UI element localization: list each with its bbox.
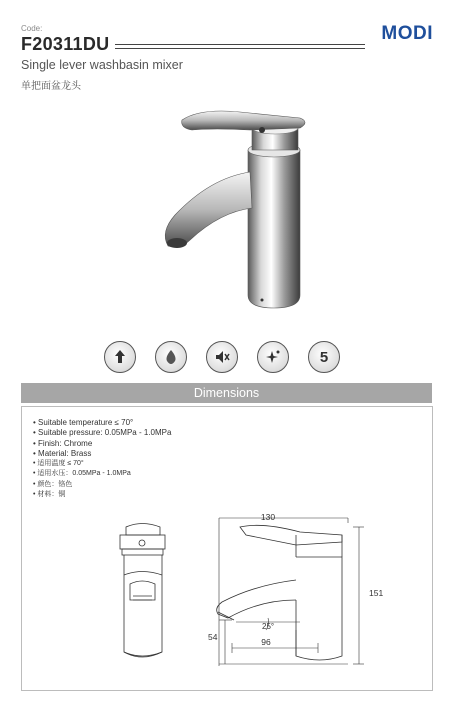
dim-angle: 25°: [262, 622, 275, 631]
spec-item: • Suitable temperature ≤ 70°: [33, 418, 171, 428]
side-view: [217, 525, 342, 660]
spec-item: • 适用温度 ≤ 70°: [33, 459, 171, 469]
spec-item: • Material: Brass: [33, 449, 171, 459]
spec-item: • Suitable pressure: 0.05MPa - 1.0MPa: [33, 428, 171, 438]
front-view: [120, 524, 165, 658]
code-label: Code:: [21, 24, 43, 33]
dimensions-header: Dimensions: [21, 383, 432, 403]
dim-reach: 96: [261, 637, 271, 647]
brand-logo: MODI: [381, 23, 433, 44]
product-title-en: Single lever washbasin mixer: [21, 58, 183, 72]
spec-item: • 颜色：铬色: [33, 480, 171, 490]
product-code: F20311DU: [21, 34, 110, 54]
dim-width: 130: [260, 512, 276, 522]
spec-item: • 适用水压：0.05MPa - 1.0MPa: [33, 469, 171, 479]
dim-height: 151: [369, 588, 384, 598]
dim-spout-height: 54: [208, 632, 218, 642]
spec-item: • 材料：铜: [33, 490, 171, 500]
product-title-cn: 单把面盆龙头: [21, 81, 81, 92]
warranty-years: 5: [319, 348, 329, 366]
spec-item: • Finish: Chrome: [33, 439, 171, 449]
